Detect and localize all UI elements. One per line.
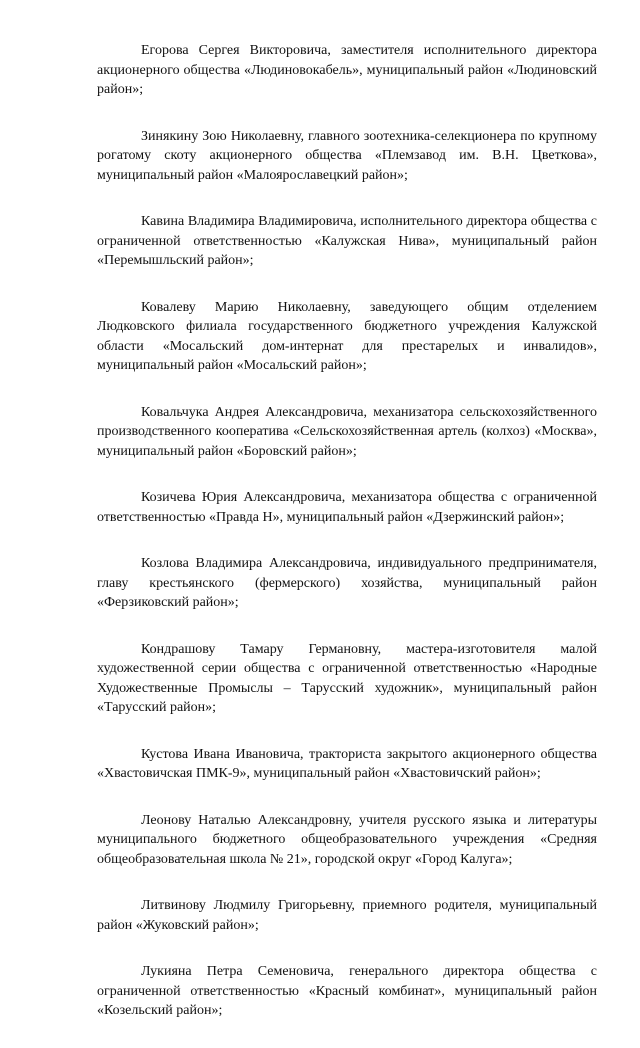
award-entry <box>97 41 597 100</box>
entry-text: Литвинову Людмилу Григорьевну, приемного родителя, муниципальный район «Жуковский район»; <box>97 898 597 933</box>
entry-text: Кустова Ивана Ивановича, тракториста закрытого акционерного общества «Хвастовичская ПМК-9», муниципальный район «Хвастовичский район»; <box>97 746 597 781</box>
award-entry <box>97 640 597 718</box>
document-body <box>97 41 597 1048</box>
entry-text: Козлова Владимира Александровича, индивидуального предпринимателя, главу крестьянского (фермерского) хозяйства, муниципальный район «Ферзиковский район»; <box>97 556 597 610</box>
award-entry <box>97 488 597 527</box>
entry-text: Леонову Наталью Александровну, учителя русского языка и литературы муниципального бюджетного общеобразовательного учреждения «Средняя общеобразовательная школа № 21», городской округ «Город Калуга»; <box>97 812 597 867</box>
entry-text: Лукияна Петра Семеновича, генерального директора общества с ограниченной ответственностью «Красный комбинат», муниципальный район «Козельский район»; <box>97 964 597 1018</box>
award-entry <box>97 962 597 1021</box>
award-entry <box>97 896 597 935</box>
award-entry <box>97 745 597 784</box>
entry-text: Ковальчука Андрея Александровича, механизатора сельскохозяйственного производственного кооператива «Сельскохозяйственная артель (колхоз) «Москва», муниципальный район «Боровский район»; <box>97 404 597 459</box>
award-entry <box>97 298 597 376</box>
entry-text: Козичева Юрия Александровича, механизатора общества с ограниченной ответственностью «Правда Н», муниципальный район «Дзержинский район»; <box>97 490 597 525</box>
award-entry <box>97 811 597 870</box>
entry-text: Кондрашову Тамару Германовну, мастера-изготовителя малой художественной серии общества с ограниченной ответственностью «Народные Художественные Промыслы – Тарусский художник», муниципальный район «Тарусский район»; <box>97 641 597 715</box>
entry-text: Егорова Сергея Викторовича, заместителя исполнительного директора акционерного общества «Людиновокабель», муниципальный район «Людиновский район»; <box>97 43 597 97</box>
award-entry <box>97 403 597 462</box>
award-entry <box>97 554 597 613</box>
entry-text: Ковалеву Марию Николаевну, заведующего общим отделением Людковского филиала государственного бюджетного учреждения Калужской области «Мосальский дом-интернат для престарелых и инвалидов», муниципальный район «Мосальский район»; <box>97 299 597 373</box>
award-entry <box>97 127 597 186</box>
award-entry <box>97 212 597 271</box>
entry-text: Зинякину Зою Николаевну, главного зоотехника-селекционера по крупному рогатому скоту акционерного общества «Племзавод им. В.Н. Цветкова», муниципальный район «Малоярославецкий район»; <box>97 128 597 183</box>
entry-text: Кавина Владимира Владимировича, исполнительного директора общества с ограниченной ответственностью «Калужская Нива», муниципальный район «Перемышльский район»; <box>97 214 597 268</box>
